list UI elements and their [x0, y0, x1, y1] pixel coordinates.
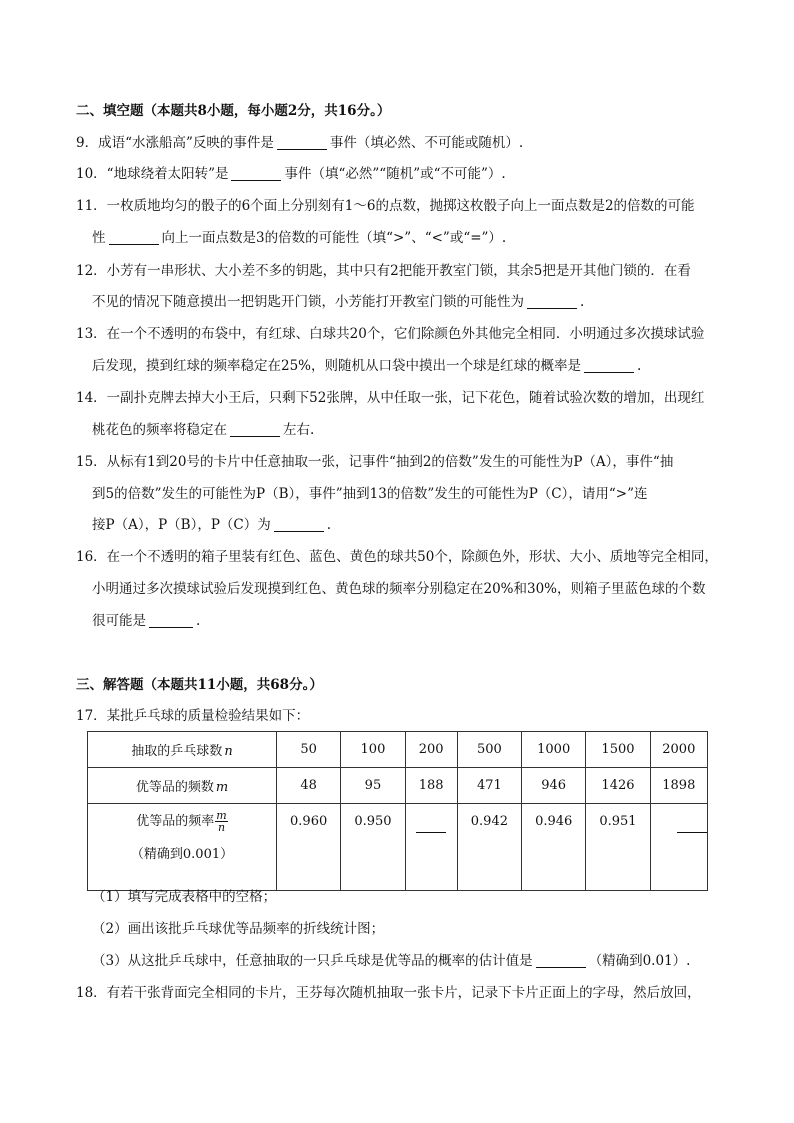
question-17-sub-3 [92, 951, 690, 971]
table-cell: 50 [277, 732, 341, 768]
table-cell: 471 [457, 768, 521, 804]
question-16-line-3 [92, 611, 200, 631]
answer-blank-15[interactable] [274, 517, 324, 532]
table-cell: 0.951 [586, 804, 650, 891]
table-row-good-frequency [88, 804, 708, 891]
question-15-line-3 [92, 515, 331, 535]
section-3-heading: 三、解答题（本题共11小题，共68分。） [76, 677, 323, 693]
question-14-text-post: 左右. [283, 422, 315, 438]
table-cell: 2000 [650, 732, 707, 768]
question-12-text-post: . [580, 294, 585, 310]
question-16-text-pre: 很可能是 [92, 613, 146, 629]
question-15-line-2: 到5的倍数”发生的可能性为P（B），事件”抽到13的倍数”发生的可能性为P（C），请用“>”连 [92, 486, 648, 502]
question-16-text-post: . [196, 613, 201, 629]
precision-note: （精确到0.001） [130, 847, 234, 862]
table-cell: 48 [277, 768, 341, 804]
fraction-m-over-n: $\frac{m}{n}$ [216, 809, 227, 834]
table-cell: 1000 [522, 732, 586, 768]
table-cell: 500 [457, 732, 521, 768]
question-15-line-1: 15．从标有1到20号的卡片中任意抽取一张，记事件“抽到2的倍数”发生的可能性为P（A），事件“抽 [76, 454, 674, 470]
table-cell-blank[interactable] [405, 804, 457, 891]
question-13-text-pre: 后发现，摸到红球的频率稳定在25%，则随机从口袋中摸出一个球是红球的概率是 [92, 358, 582, 374]
table-cell: 1426 [586, 768, 650, 804]
question-17-sub-2: （2）画出该批乒乓球优等品频率的折线统计图； [92, 921, 385, 937]
answer-blank-13[interactable] [584, 358, 634, 373]
section-2-heading: 二、填空题（本题共8小题，每小题2分，共16分。） [76, 103, 391, 119]
table-cell-blank[interactable] [650, 804, 707, 891]
question-14-line-2 [92, 420, 314, 440]
question-10-text-post: 事件（填“必然”“随机”或“不可能”）. [284, 166, 506, 182]
question-15-text-post: . [326, 517, 332, 533]
question-9-text-post: 事件（填必然、不可能或随机）. [329, 135, 524, 151]
table-cell: 100 [341, 732, 405, 768]
question-13-line-1: 13．在一个不透明的布袋中，有红球、白球共20个，它们除颜色外其他完全相同．小明通过多次摸球试验 [76, 326, 705, 342]
table-row-good-count [88, 768, 708, 804]
table-cell: 188 [405, 768, 457, 804]
table-cell: 95 [341, 768, 405, 804]
question-17-intro: 17．某批乒乓球的质量检验结果如下： [76, 708, 310, 724]
question-12-text-pre: 不见的情况下随意摸出一把钥匙开门锁，小芳能打开教室门锁的可能性为 [92, 294, 524, 310]
question-11-line-1: 11．一枚质地均匀的骰子的6个面上分别刻有1～6的点数，抛掷这枚骰子向上一面点数是2的倍数的可能 [76, 198, 695, 214]
answer-blank-17-3[interactable] [536, 953, 586, 968]
question-11-text-pre: 性 [92, 230, 106, 246]
table-cell: 0.950 [341, 804, 405, 891]
question-16-line-1: 16．在一个不透明的箱子里装有红色、蓝色、黄色的球共50个，除颜色外，形状、大小、质地等完全相同， [76, 549, 718, 565]
table-row-sample-count [88, 732, 708, 768]
table-cell: 946 [522, 768, 586, 804]
row-label-good-frequency: 优等品的频率 $\frac{m}{n}$ （精确到0.001） [88, 804, 277, 891]
question-18-line-1: 18．有若干张背面完全相同的卡片，王芬每次随机抽取一张卡片，记录下卡片正面上的字母，然后放回， [76, 985, 701, 1001]
question-15-text-pre: 接P（A），P（B），P（C）为 [92, 517, 271, 533]
table-cell: 0.946 [522, 804, 586, 891]
table-cell: 0.942 [457, 804, 521, 891]
table-cell: 200 [405, 732, 457, 768]
table-cell: 0.960 [277, 804, 341, 891]
row-label-good-count: 优等品的频数 m [88, 768, 277, 804]
question-17-sub-1: （1）填写完成表格中的空格； [92, 889, 277, 905]
question-11-line-2 [92, 228, 506, 248]
answer-blank-16[interactable] [149, 613, 193, 628]
question-14-text-pre: 桃花色的频率将稳定在 [92, 422, 227, 438]
answer-blank-11[interactable] [109, 230, 159, 245]
question-11-text-post: 向上一面点数是3的倍数的可能性（填“>”、“<”或“=”）. [161, 230, 507, 246]
question-17-sub-3-post: （精确到0.01）. [588, 953, 691, 969]
answer-blank-table-200[interactable] [416, 820, 446, 833]
question-12-line-2 [92, 292, 584, 312]
question-14-line-1: 14．一副扑克牌去掉大小王后，只剩下52张牌，从中任取一张，记下花色，随着试验次数的增加，出现红 [76, 390, 705, 406]
question-13-text-post: . [637, 358, 642, 374]
quality-table [87, 731, 708, 891]
table-cell: 1898 [650, 768, 707, 804]
answer-blank-10[interactable] [231, 166, 281, 181]
answer-blank-12[interactable] [527, 294, 577, 309]
answer-blank-table-2000[interactable] [677, 820, 707, 833]
question-10-text-pre: 10．“地球绕着太阳转”是 [76, 166, 229, 182]
question-17-sub-3-pre: （3）从这批乒乓球中，任意抽取的一只乒乓球是优等品的概率的估计值是 [92, 953, 533, 969]
table-cell: 1500 [586, 732, 650, 768]
answer-blank-9[interactable] [277, 135, 327, 150]
question-13-line-2 [92, 356, 641, 376]
answer-blank-14[interactable] [230, 422, 280, 437]
question-16-line-2: 小明通过多次摸球试验后发现摸到红色、黄色球的频率分别稳定在20%和30%，则箱子里蓝色球的个数 [92, 581, 706, 597]
question-9-text-pre: 9．成语“水涨船高”反映的事件是 [76, 135, 274, 151]
question-9 [76, 133, 523, 153]
question-10 [76, 164, 506, 184]
question-12-line-1: 12．小芳有一串形状、大小差不多的钥匙，其中只有2把能开教室门锁，其余5把是开其他门锁的．在看 [76, 263, 691, 279]
row-label-sample-count: 抽取的乒乓球数 n [88, 732, 277, 768]
